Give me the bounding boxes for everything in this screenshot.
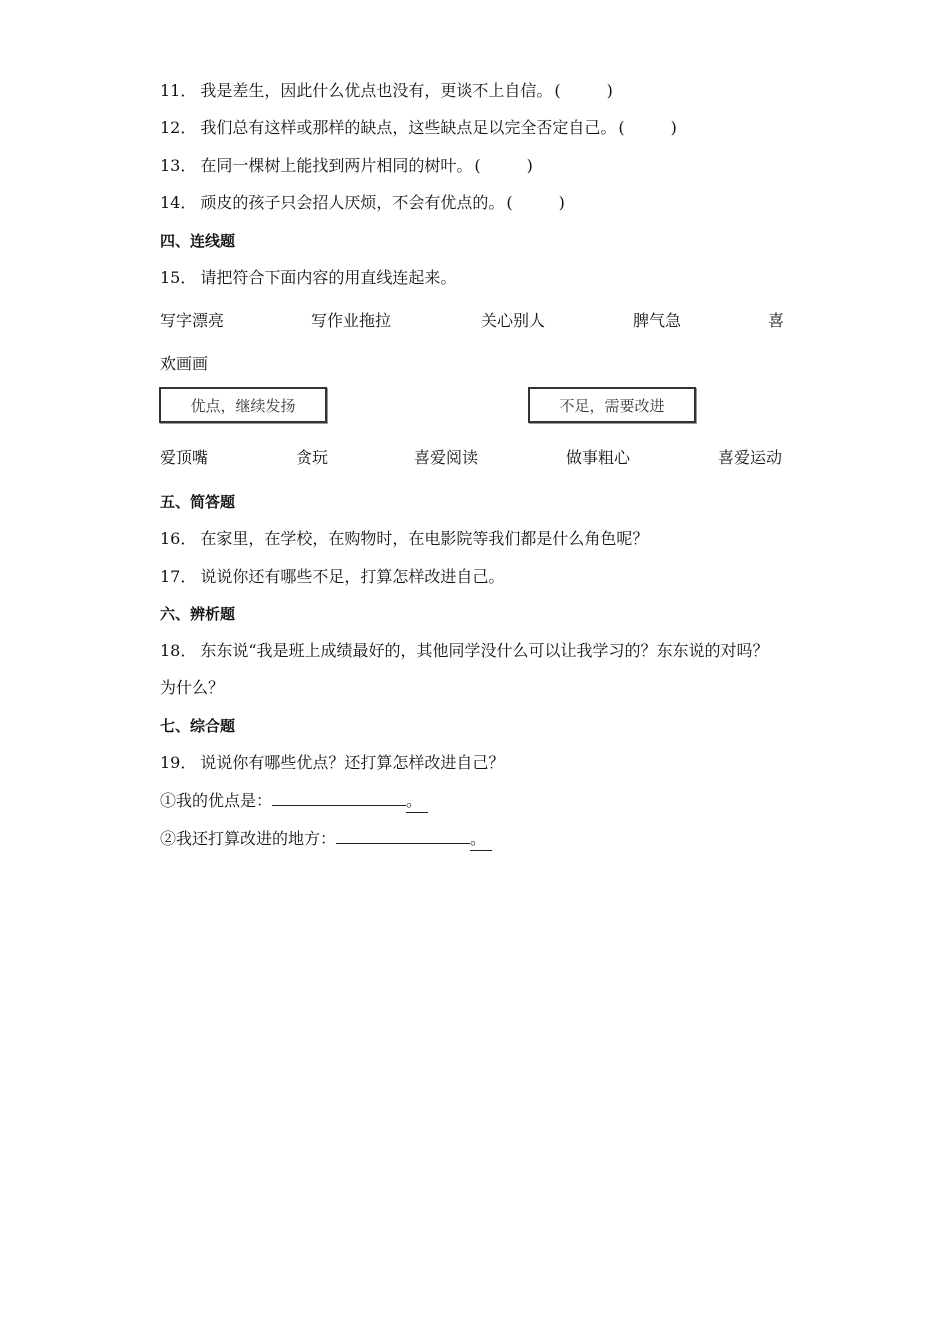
match-word-top-5-wrap: 欢画画 — [160, 354, 209, 373]
question-14 — [160, 192, 565, 214]
question-15 — [160, 267, 456, 289]
match-word-top-1: 写字漂亮 — [160, 311, 225, 330]
fill-end-mark: 。 — [470, 828, 492, 851]
answer-parentheses: ( ) — [618, 118, 677, 137]
match-word-top-4: 脾气急 — [633, 311, 682, 330]
question-16 — [160, 528, 648, 550]
match-word-top-3: 关心别人 — [481, 311, 546, 330]
fill-in-strengths — [160, 789, 428, 813]
question-text: 我是差生，因此什么优点也没有，更谈不上自信。 — [200, 81, 553, 100]
section-heading-matching: 四、连线题 — [160, 232, 236, 250]
match-word-bottom-2: 贪玩 — [296, 448, 329, 467]
fill-label: ②我还打算改进的地方： — [160, 829, 337, 848]
question-text: 东东说“我是班上成绩最好的，其他同学没什么可以让我学习的？东东说的对吗？ — [200, 641, 769, 660]
section-heading-comprehensive: 七、综合题 — [160, 717, 236, 735]
match-word-top-2: 写作业拖拉 — [311, 311, 392, 330]
question-number: 18． — [160, 641, 197, 660]
fill-label: ①我的优点是： — [160, 791, 273, 810]
question-text: 顽皮的孩子只会招人厌烦，不会有优点的。 — [200, 193, 505, 212]
question-text: 说说你还有哪些不足，打算怎样改进自己。 — [200, 567, 505, 586]
question-number: 12． — [160, 118, 197, 137]
category-box-strengths: 优点，继续发扬 — [159, 387, 327, 423]
question-text: 在家里，在学校，在购物时，在电影院等我们都是什么角色呢？ — [200, 529, 649, 548]
fill-end-mark: 。 — [406, 790, 428, 813]
question-number: 15． — [160, 268, 197, 287]
question-18 — [160, 640, 769, 662]
question-11 — [160, 80, 613, 102]
question-19 — [160, 752, 504, 774]
category-box-weaknesses: 不足，需要改进 — [528, 387, 696, 423]
answer-parentheses: ( ) — [506, 193, 565, 212]
question-18-wrap: 为什么？ — [160, 678, 225, 697]
question-number: 16． — [160, 529, 197, 548]
question-number: 14． — [160, 193, 197, 212]
fill-in-improvements — [160, 827, 492, 851]
question-number: 11． — [160, 81, 197, 100]
question-13 — [160, 155, 533, 177]
question-12 — [160, 117, 677, 139]
answer-parentheses: ( ) — [554, 81, 613, 100]
answer-blank[interactable] — [336, 827, 470, 844]
section-heading-analysis: 六、辨析题 — [160, 605, 236, 623]
question-text: 请把符合下面内容的用直线连起来。 — [200, 268, 457, 287]
question-number: 17． — [160, 567, 197, 586]
question-text: 我们总有这样或那样的缺点，这些缺点足以完全否定自己。 — [200, 118, 617, 137]
match-word-bottom-1: 爱顶嘴 — [160, 448, 209, 467]
match-word-bottom-5: 喜爱运动 — [718, 448, 783, 467]
question-text: 说说你有哪些优点？还打算怎样改进自己？ — [200, 753, 505, 772]
answer-blank[interactable] — [272, 789, 406, 806]
match-word-top-5: 喜 — [768, 311, 785, 330]
match-word-bottom-4: 做事粗心 — [566, 448, 631, 467]
question-number: 13． — [160, 156, 197, 175]
question-number: 19． — [160, 753, 197, 772]
question-17 — [160, 566, 504, 588]
answer-parentheses: ( ) — [474, 156, 533, 175]
question-text: 在同一棵树上能找到两片相同的树叶。 — [200, 156, 473, 175]
section-heading-short-answer: 五、简答题 — [160, 493, 236, 511]
match-word-bottom-3: 喜爱阅读 — [414, 448, 479, 467]
